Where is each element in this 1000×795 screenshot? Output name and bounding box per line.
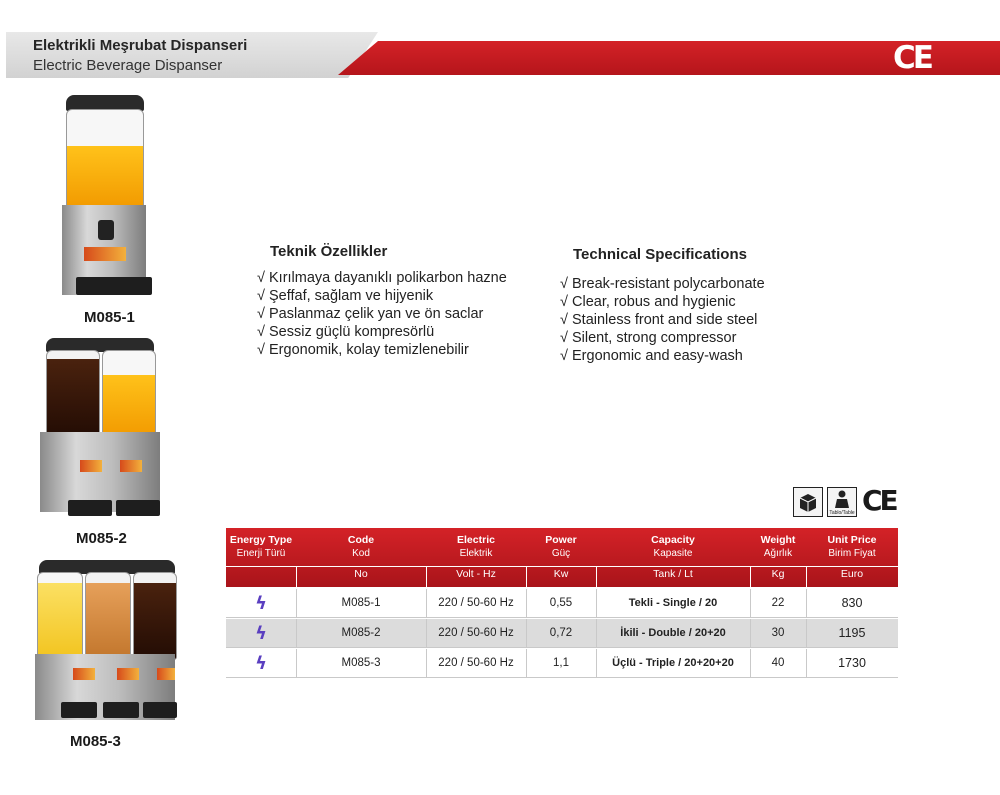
table-row <box>226 649 898 678</box>
col-header-price: Unit Price Birim Fiyat <box>827 534 877 559</box>
cell-capacity: Tekli - Single / 20 <box>628 597 718 609</box>
product-image-m085-1 <box>58 95 158 307</box>
spec-item: √ Kırılmaya dayanıklı polikarbon hazne <box>257 269 507 287</box>
cell-electric: 220 / 50-60 Hz <box>438 627 514 639</box>
cell-code: M085-2 <box>341 627 381 639</box>
cell-code: M085-3 <box>341 657 381 669</box>
product-image-m085-3 <box>33 560 179 730</box>
cell-price: 830 <box>841 596 863 610</box>
spec-item: √ Clear, robus and hygienic <box>560 293 765 311</box>
lightning-bolt-icon: ϟ <box>255 593 267 614</box>
spec-item: √ Stainless front and side steel <box>560 311 765 329</box>
product-label: M085-3 <box>70 733 121 750</box>
page-title-en: Electric Beverage Dispanser <box>33 57 223 74</box>
col-header-weight: Weight Ağırlık <box>760 534 796 559</box>
page-title-tr: Elektrikli Meşrubat Dispanseri <box>33 37 248 54</box>
cell-power: 0,55 <box>549 597 573 609</box>
cell-electric: 220 / 50-60 Hz <box>438 597 514 609</box>
cell-power: 0,72 <box>549 627 573 639</box>
unit-code: No <box>354 568 368 580</box>
weight-scale-icon <box>827 487 857 517</box>
col-header-energy: Energy Type Enerji Türü <box>229 534 293 559</box>
product-label: M085-2 <box>76 530 127 547</box>
cell-weight: 22 <box>771 597 785 609</box>
unit-capacity: Tank / Lt <box>653 568 693 580</box>
package-box-icon <box>793 487 823 517</box>
unit-price: Euro <box>840 568 864 580</box>
col-header-power: Power Güç <box>545 534 577 559</box>
spec-list-tr <box>257 269 507 359</box>
col-header-electric: Electric Elektrik <box>457 534 495 559</box>
product-image-m085-2 <box>38 338 166 524</box>
cell-code: M085-1 <box>341 597 381 609</box>
cell-price: 1730 <box>838 656 866 670</box>
product-label: M085-1 <box>84 309 135 326</box>
spec-item: √ Break-resistant polycarbonate <box>560 275 765 293</box>
cell-weight: 30 <box>771 627 785 639</box>
spec-item: √ Paslanmaz çelik yan ve ön saclar <box>257 305 507 323</box>
lightning-bolt-icon: ϟ <box>255 653 267 674</box>
ce-mark-icon: CE <box>862 484 896 517</box>
table-row <box>226 619 898 648</box>
ce-mark-icon: CE <box>893 40 931 76</box>
unit-electric: Volt - Hz <box>456 568 496 580</box>
spec-heading-tr: Teknik Özellikler <box>270 243 388 260</box>
lightning-bolt-icon: ϟ <box>255 623 267 644</box>
cell-capacity: İkili - Double / 20+20 <box>620 627 726 639</box>
cell-weight: 40 <box>771 657 785 669</box>
unit-power: Kw <box>553 568 569 580</box>
cell-capacity: Üçlü - Triple / 20+20+20 <box>612 657 734 669</box>
spec-list-en <box>560 275 765 365</box>
col-header-capacity: Capacity Kapasite <box>651 534 695 559</box>
weight-caption: Tablo/Table <box>829 510 855 516</box>
spec-item: √ Sessiz güçlü kompresörlü <box>257 323 507 341</box>
cell-electric: 220 / 50-60 Hz <box>438 657 514 669</box>
spec-item: √ Ergonomik, kolay temizlenebilir <box>257 341 507 359</box>
table-row <box>226 589 898 618</box>
cell-price: 1195 <box>838 626 866 640</box>
spec-item: √ Ergonomic and easy-wash <box>560 347 765 365</box>
unit-weight: Kg <box>771 568 785 580</box>
spec-heading-en: Technical Specifications <box>573 246 747 263</box>
spec-item: √ Şeffaf, sağlam ve hijyenik <box>257 287 507 305</box>
spec-item: √ Silent, strong compressor <box>560 329 765 347</box>
col-header-code: Code Kod <box>347 534 375 559</box>
cell-power: 1,1 <box>553 657 569 669</box>
